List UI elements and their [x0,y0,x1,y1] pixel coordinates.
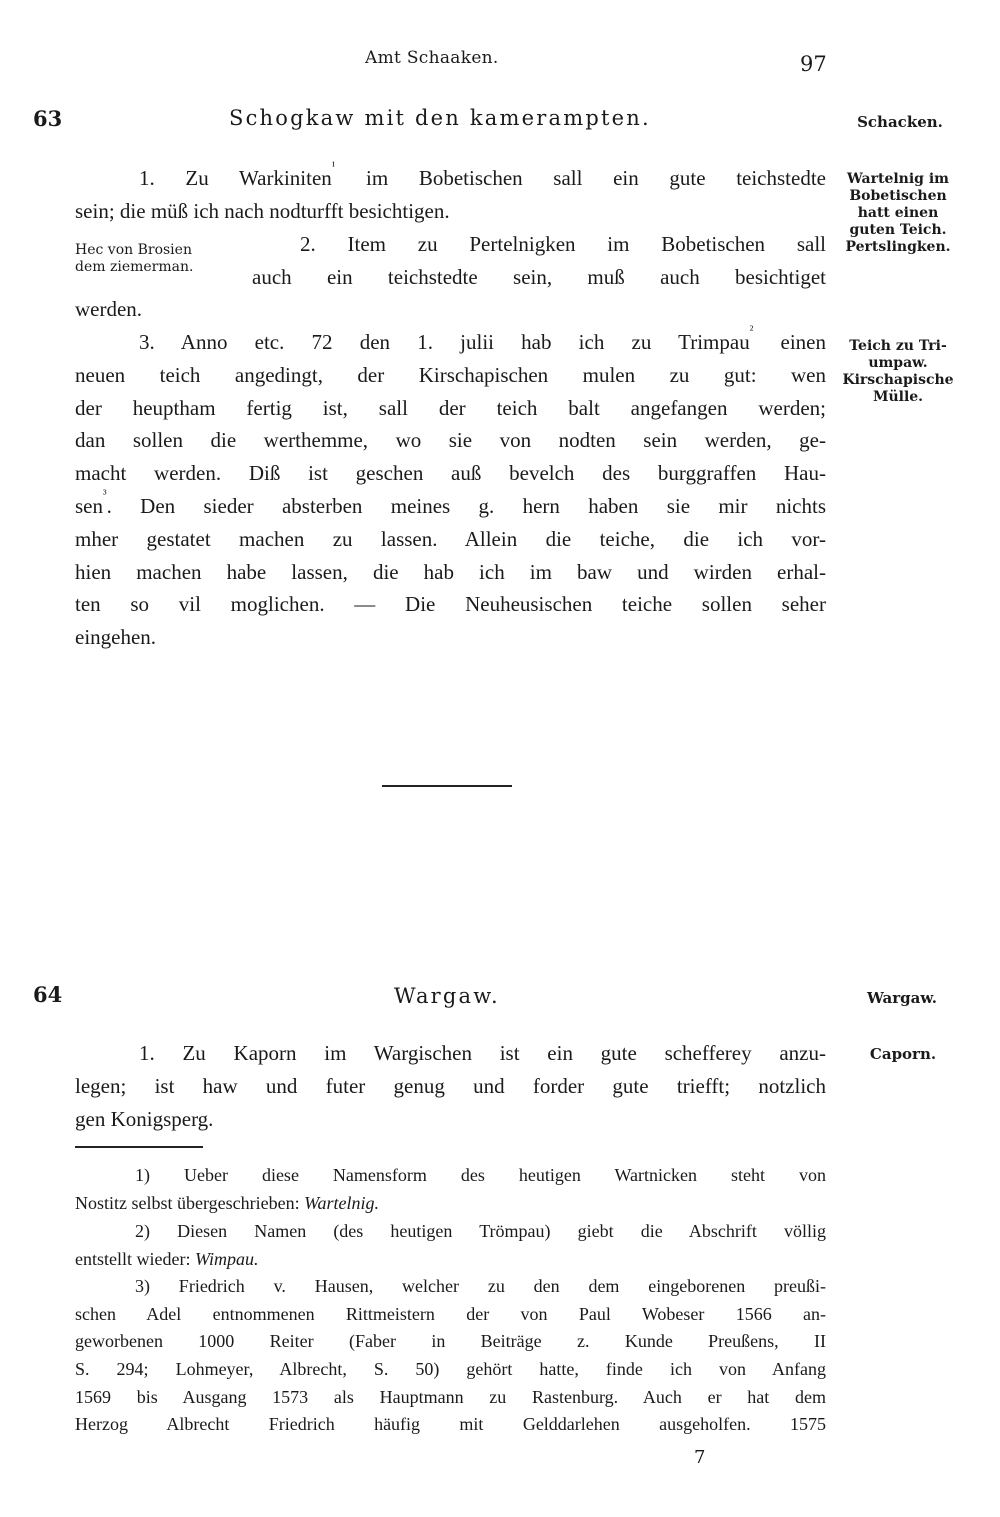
footnote-3: 3) Friedrich v. Hausen, welcher zu den dem eingeborenen preußi- schen Adel entnommenen Rittmeistern der von Paul Wobeser 1566 an- geworbenen 1000 Reiter (Faber in Beiträge z. Kunde Preußens, II S. 294; Lohmeyer, Albrecht, S. 50) gehört hatte, finde ich von Anfang 1569 bis Ausgang 1573 als Hauptmann zu Rastenburg. Auch er hat dem Herzog Albrecht Friedrich häufig mit Gelddarlehen ausgeholfen. 1575 [75,1276,826,1435]
footnote-2: 2) Diesen Namen (des heutigen Trömpau) giebt die Abschrift völlig entstellt wieder: Wimpau. [75,1221,826,1269]
paragraph-63-3: 3. Anno etc. 72 den 1. julii hab ich zu Trimpau$^{^2}$ einen neuen teich angedingt, der Kirschapischen mulen zu gut: wen der heuptham fertig ist, sall der teich balt angefangen werden; dan sollen die werthemme, wo sie von nodten sein werden, ge- macht werden. Diß ist geschen auß bevelch des burggraffen Hau- sen$^{^3}$. Den sieder absterben meines g. hern haben sie mir nichts mher gestatet machen zu lassen. Allein die teiche, die ich vor- hien machen habe lassen, die hab ich im baw und wirden erhal- ten so vil moglichen. — Die Neuheusischen teiche sollen seher eingehen. [75,323,826,650]
paragraph-63-1: 1. Zu Warkiniten$^{^1}$ im Bobetischen sall ein gute teichstedte sein; die müß ich nach nodturfft besichtigen. [75,159,826,223]
margin-title-63: Schacken. [857,113,943,131]
paragraph-63-2-end: werden. [75,297,143,321]
section-divider [382,785,512,787]
margin-title-64: Wargaw. [867,989,937,1007]
signature-mark: 7 [694,1447,706,1468]
margin-note-caporn: Caporn. [869,1045,937,1063]
margin-note-left: Hec von Brosien dem ziemerman. [75,242,194,275]
page-number: 97 [800,52,827,76]
margin-note-trimpaw: Teich zu Tri- umpaw. Kirschapische Mülle. [842,338,954,405]
section-title-64: Wargaw. [394,984,500,1008]
footnote-1: 1) Ueber diese Namensform des heutigen Wartnicken steht von Nostitz selbst übergeschrieben: Wartelnig. [75,1165,826,1213]
section-title-63: Schogkaw mit den kamerampten. [229,106,651,130]
running-title: Amt Schaaken. [365,48,499,68]
section-number-63: 63 [33,106,63,131]
paragraph-64-1: 1. Zu Kaporn im Wargischen ist ein gute schefferey anzu- legen; ist haw und futer genug und forder gute triefft; notzlich gen Konigsperg. [75,1041,826,1131]
section-number-64: 64 [33,982,63,1007]
paragraph-63-2: 2. Item zu Pertelnigken im Bobetischen sall auch ein teichstedte sein, muß auch besichtiget [252,232,826,289]
footnote-rule [75,1146,203,1148]
margin-note-wartelnig: Wartelnig im Bobetischen hatt einen guten Teich. Pertslingken. [845,171,951,255]
